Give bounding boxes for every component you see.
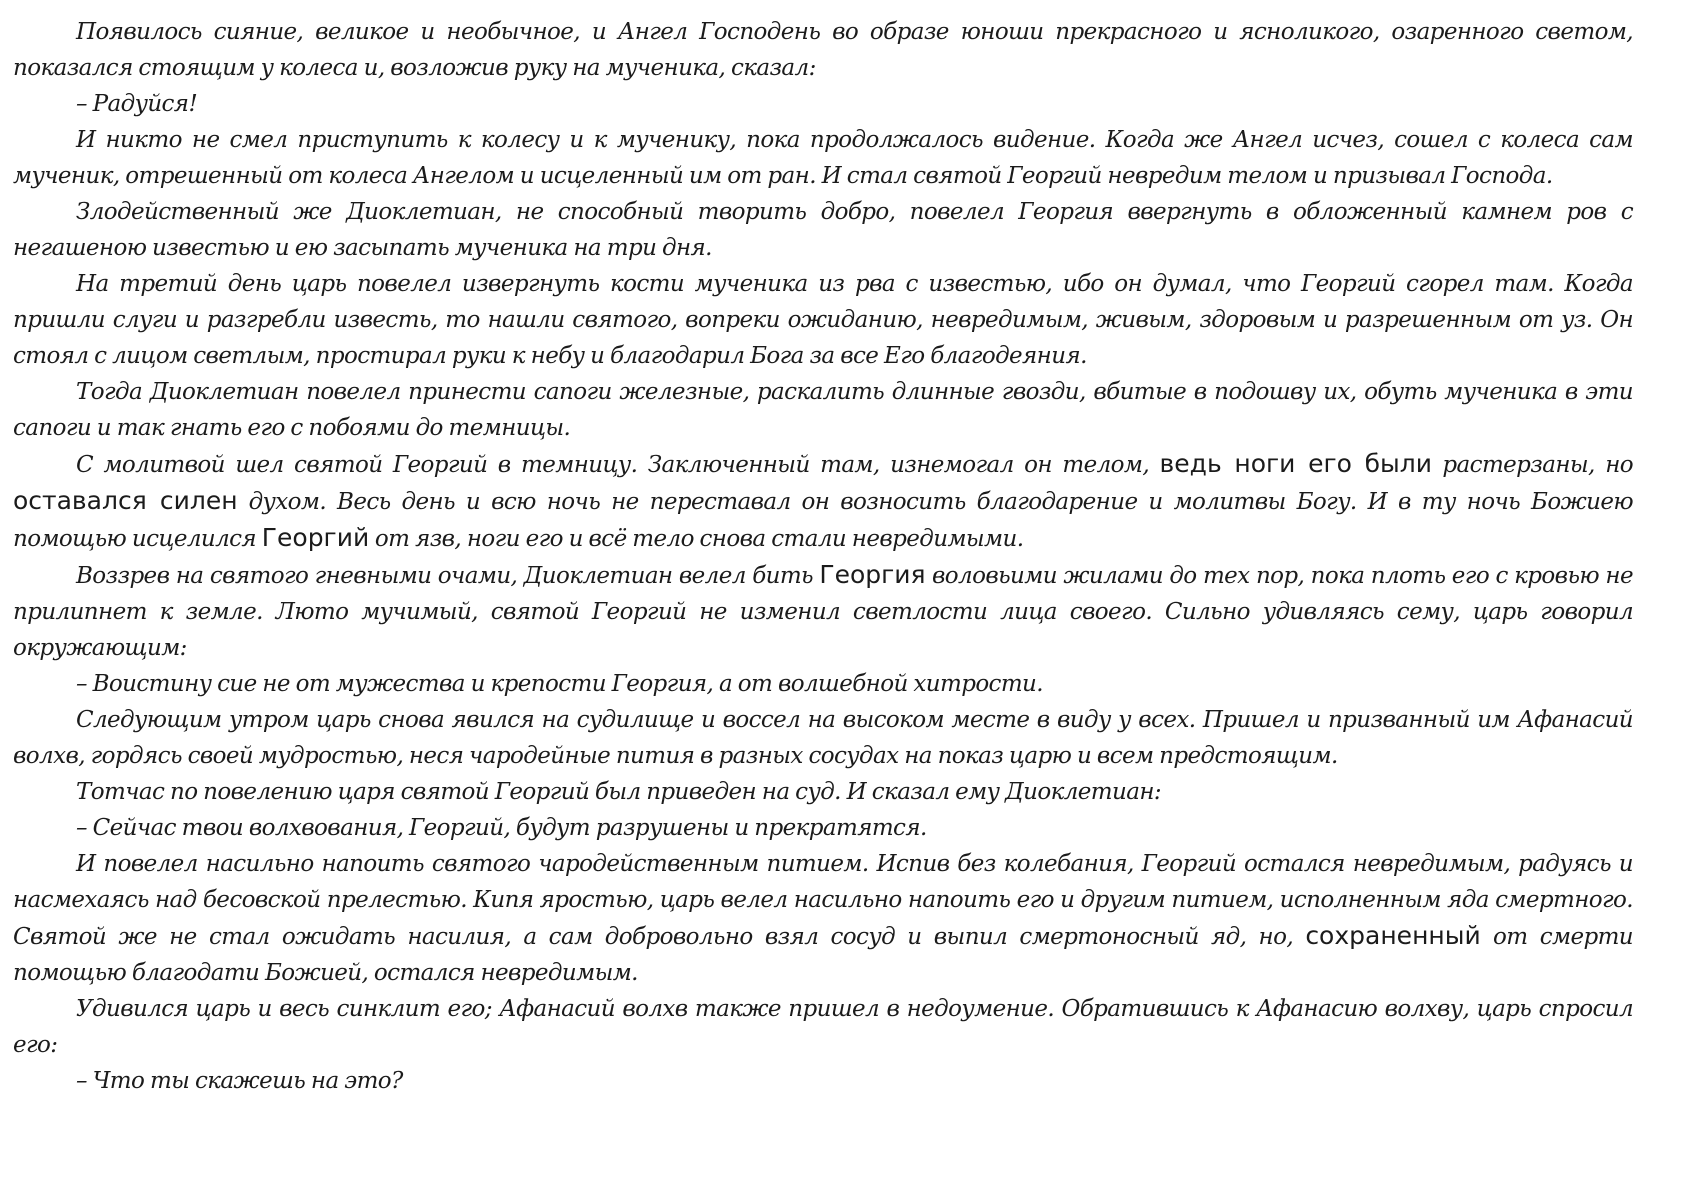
paragraph-7-segment-4: от язв, ноги его и всё тело снова стали невредимыми. xyxy=(369,526,1024,552)
paragraph-13-segment-2: от смерти помощью благодати Божией, остался невредимым. xyxy=(13,924,1634,986)
paragraph-13-upright-segment-1: сохраненный xyxy=(1305,921,1481,950)
paragraph-13 xyxy=(13,846,1633,991)
paragraph-3: И никто не смел приступить к колесу и к мученику, пока продолжалось видение. Когда же Ангел исчез, сошел с колеса сам мученик, отрешенный от колеса Ангелом и исцеленный им от ран. И стал святой Георгий невредим телом и призывал Господа. xyxy=(13,127,1633,189)
paragraph-4: Злодейственный же Диоклетиан, не способный творить добро, повелел Георгия ввергнуть в обложенный камнем ров с негашеною известью и ею засыпать мученика на три дня. xyxy=(13,199,1633,261)
paragraph-12: – Сейчас твои волхвования, Георгий, будут разрушены и прекратятся. xyxy=(76,815,927,841)
paragraph-2: – Радуйся! xyxy=(76,91,198,117)
paragraph-7-upright-segment-2: оставался силен xyxy=(13,486,238,515)
paragraph-6: Тогда Диоклетиан повелел принести сапоги железные, раскалить длинные гвозди, вбитые в подошву их, обуть мученика в эти сапоги и так гнать его с побоями до темницы. xyxy=(13,379,1633,441)
paragraph-7 xyxy=(13,446,1633,557)
paragraph-10: Следующим утром царь снова явился на судилище и воссел на высоком месте в виду у всех. Пришел и призванный им Афанасий волхв, гордясь своей мудростью, неся чародейные пития в разных сосудах на показ царю и всем предстоящим. xyxy=(13,707,1633,769)
paragraph-7-segment-3: духом. Весь день и всю ночь не переставал он возносить благодарение и молитвы Богу. И в ту ночь Божиею помощью исцелился xyxy=(13,489,1633,552)
paragraph-5: На третий день царь повелел извергнуть кости мученика из рва с известью, ибо он думал, что Георгий сгорел там. Когда пришли слуги и разгребли известь, то нашли святого, вопреки ожиданию, невредимым, живым, здоровым и разрешенным от уз. Он стоял с лицом светлым, простирал руки к небу и благодарил Бога за все Его благодеяния. xyxy=(13,271,1633,369)
paragraph-11: Тотчас по повелению царя святой Георгий был приведен на суд. И сказал ему Диоклетиан: xyxy=(76,779,1162,805)
paragraph-1: Появилось сияние, великое и необычное, и Ангел Господень во образе юноши прекрасного и ясноликого, озаренного светом, показался стоящим у колеса и, возложив руку на мученика, сказал: xyxy=(13,19,1633,81)
paragraph-14: Удивился царь и весь синклит его; Афанасий волхв также пришел в недоумение. Обратившись к Афанасию волхву, царь спросил его: xyxy=(13,996,1633,1058)
paragraph-15: – Что ты скажешь на это? xyxy=(76,1068,403,1094)
paragraph-8-segment-2: воловьими жилами до тех пор, пока плоть его с кровью не прилипнет к земле. Люто мучимый, святой Георгий не изменил светлости лица своего. Сильно удивляясь сему, царь говорил окружающим: xyxy=(13,563,1633,661)
paragraph-8-upright-segment-1: Георгия xyxy=(819,560,926,589)
paragraph-7-segment-1: С молитвой шел святой Георгий в темницу. Заключенный там, изнемогал он телом, xyxy=(76,452,1160,478)
document-body xyxy=(13,14,1633,1099)
paragraph-7-upright-segment-1: ведь ноги его были xyxy=(1159,449,1432,478)
paragraph-13-segment-1: И повелел насильно напоить святого чародейственным питием. Испив без колебания, Георгий остался невредимым, радуясь и насмехаясь над бесовской прелестью. Кипя яростью, царь велел насильно напоить его и другим питием, исполненным яда смертного. Святой же не стал ожидать насилия, а сам добровольно взял сосуд и выпил смертоносный яд, но, xyxy=(13,851,1633,950)
paragraph-8 xyxy=(13,557,1633,666)
paragraph-7-segment-2: растерзаны, но xyxy=(1431,452,1633,478)
paragraph-7-upright-segment-3: Георгий xyxy=(261,523,370,552)
paragraph-9: – Воистину сие не от мужества и крепости Георгия, а от волшебной хитрости. xyxy=(76,671,1043,697)
paragraph-8-segment-1: Воззрев на святого гневными очами, Диоклетиан велел бить xyxy=(76,563,820,589)
